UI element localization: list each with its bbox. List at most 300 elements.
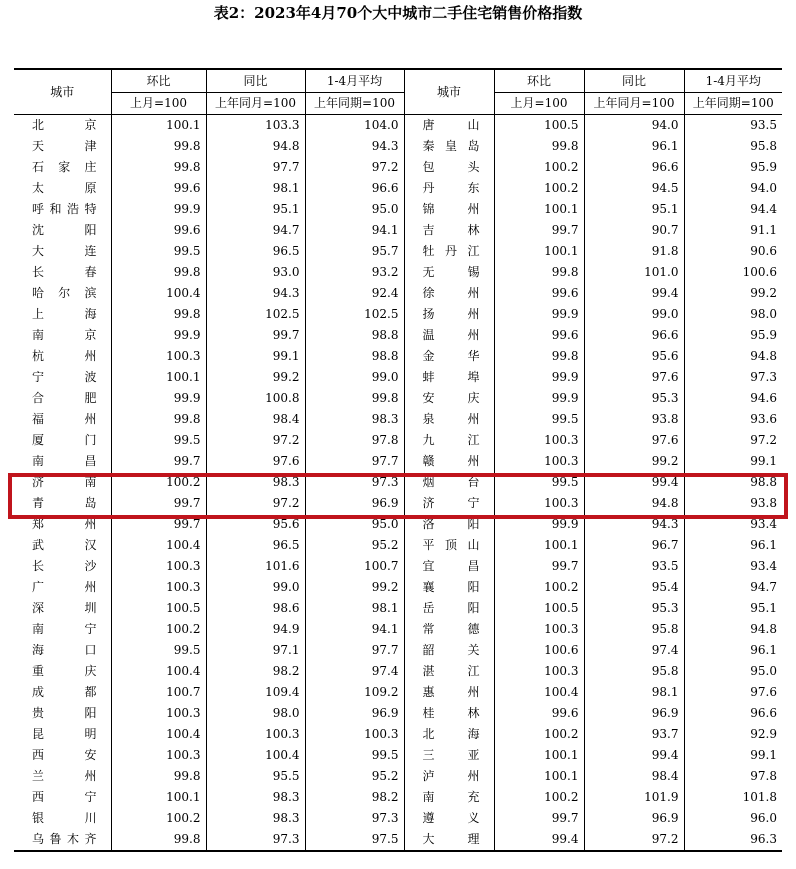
city-right-cell: 泸州 [404, 766, 494, 787]
yoy-right-cell: 96.6 [584, 325, 684, 346]
avg-left-cell: 97.3 [305, 472, 404, 493]
mom-left-cell: 100.2 [111, 619, 206, 640]
mom-right-cell: 100.6 [494, 640, 584, 661]
avg-right-cell: 95.9 [684, 157, 782, 178]
avg-left-cell: 92.4 [305, 283, 404, 304]
city-left-cell: 太原 [32, 181, 97, 195]
city-left-cell: 广州 [32, 580, 97, 594]
city-right-cell: 惠州 [404, 682, 494, 703]
mom-left-cell: 100.3 [111, 346, 206, 367]
yoy-right-cell: 97.6 [584, 430, 684, 451]
table-row [14, 388, 782, 409]
table-row [14, 640, 782, 661]
city-left-cell: 上海 [32, 307, 97, 321]
yoy-left-cell: 97.7 [206, 157, 305, 178]
mom-left-cell: 100.3 [111, 577, 206, 598]
table-row [14, 178, 782, 199]
yoy-left-cell: 102.5 [206, 304, 305, 325]
mom-left-cell: 99.5 [111, 430, 206, 451]
city-right-cell: 济宁 [404, 493, 494, 514]
yoy-left-cell: 97.2 [206, 430, 305, 451]
city-right-cell: 徐州 [404, 283, 494, 304]
yoy-left-cell: 97.3 [206, 829, 305, 851]
mom-left-cell: 99.5 [111, 640, 206, 661]
city-left-cell: 青岛 [32, 496, 97, 510]
table-row [14, 745, 782, 766]
mom-left-cell: 99.7 [111, 514, 206, 535]
yoy-right-cell: 95.1 [584, 199, 684, 220]
city-right-cell: 北海 [404, 724, 494, 745]
city-right-cell: 金华 [404, 346, 494, 367]
header-yoy-sub-right: 上年同月=100 [584, 93, 684, 115]
city-right-cell: 湛江 [404, 661, 494, 682]
yoy-left-cell: 98.3 [206, 472, 305, 493]
city-right-cell: 吉林 [404, 220, 494, 241]
yoy-right-cell: 98.1 [584, 682, 684, 703]
avg-right-cell: 93.4 [684, 556, 782, 577]
avg-right-cell: 95.1 [684, 598, 782, 619]
yoy-right-cell: 94.5 [584, 178, 684, 199]
mom-left-cell: 100.2 [111, 808, 206, 829]
city-right-cell: 烟台 [404, 472, 494, 493]
city-left-cell: 乌鲁木齐 [14, 829, 111, 851]
yoy-right-cell: 98.4 [584, 766, 684, 787]
mom-right-cell: 99.7 [494, 556, 584, 577]
yoy-left-cell: 98.0 [206, 703, 305, 724]
header-mom-right: 环比 [494, 69, 584, 93]
city-right-cell: 岳阳 [404, 598, 494, 619]
city-right-cell: 赣州 [404, 451, 494, 472]
city-right-cell: 三亚 [404, 745, 494, 766]
city-left-cell: 武汉 [32, 538, 97, 552]
avg-right-cell: 100.6 [684, 262, 782, 283]
avg-left-cell: 99.2 [305, 577, 404, 598]
yoy-right-cell: 96.9 [584, 703, 684, 724]
mom-right-cell: 100.3 [494, 493, 584, 514]
city-left-cell: 南昌 [32, 454, 97, 468]
header-avg-sub-right: 上年同期=100 [684, 93, 782, 115]
city-left-cell: 银川 [32, 811, 97, 825]
city-right-cell: 锦州 [404, 199, 494, 220]
yoy-right-cell: 97.6 [584, 367, 684, 388]
mom-right-cell: 99.8 [494, 136, 584, 157]
city-left-cell: 郑州 [32, 517, 97, 531]
city-left-cell: 南宁 [32, 622, 97, 636]
avg-left-cell: 96.9 [305, 703, 404, 724]
city-right-cell: 平顶山 [404, 535, 494, 556]
header-mom-sub-left: 上月=100 [111, 93, 206, 115]
city-left-cell: 宁波 [32, 370, 97, 384]
mom-left-cell: 99.9 [111, 199, 206, 220]
table-row [14, 619, 782, 640]
yoy-right-cell: 95.6 [584, 346, 684, 367]
avg-left-cell: 98.8 [305, 346, 404, 367]
yoy-left-cell: 98.2 [206, 661, 305, 682]
avg-right-cell: 98.0 [684, 304, 782, 325]
mom-left-cell: 99.8 [111, 304, 206, 325]
city-left-cell: 沈阳 [32, 223, 97, 237]
city-left-cell: 成都 [32, 685, 97, 699]
mom-right-cell: 99.4 [494, 829, 584, 851]
table-row [14, 367, 782, 388]
mom-left-cell: 100.1 [111, 115, 206, 137]
city-left-cell: 西宁 [32, 790, 97, 804]
avg-left-cell: 98.8 [305, 325, 404, 346]
yoy-right-cell: 101.9 [584, 787, 684, 808]
yoy-right-cell: 97.2 [584, 829, 684, 851]
city-right-cell: 遵义 [404, 808, 494, 829]
yoy-left-cell: 95.5 [206, 766, 305, 787]
avg-right-cell: 91.1 [684, 220, 782, 241]
avg-left-cell: 98.3 [305, 409, 404, 430]
avg-left-cell: 96.6 [305, 178, 404, 199]
header-avg-sub-left: 上年同期=100 [305, 93, 404, 115]
yoy-right-cell: 94.0 [584, 115, 684, 137]
yoy-left-cell: 96.5 [206, 535, 305, 556]
avg-right-cell: 90.6 [684, 241, 782, 262]
yoy-left-cell: 98.4 [206, 409, 305, 430]
avg-left-cell: 95.0 [305, 199, 404, 220]
city-right-cell: 泉州 [404, 409, 494, 430]
yoy-right-cell: 99.0 [584, 304, 684, 325]
yoy-left-cell: 99.1 [206, 346, 305, 367]
avg-right-cell: 95.9 [684, 325, 782, 346]
yoy-right-cell: 91.8 [584, 241, 684, 262]
city-right-cell: 蚌埠 [404, 367, 494, 388]
header-mom-sub-right: 上月=100 [494, 93, 584, 115]
avg-left-cell: 98.1 [305, 598, 404, 619]
mom-right-cell: 100.1 [494, 535, 584, 556]
yoy-right-cell: 95.4 [584, 577, 684, 598]
yoy-left-cell: 94.9 [206, 619, 305, 640]
avg-right-cell: 96.6 [684, 703, 782, 724]
yoy-left-cell: 100.4 [206, 745, 305, 766]
avg-right-cell: 97.8 [684, 766, 782, 787]
yoy-left-cell: 98.1 [206, 178, 305, 199]
city-left-cell: 长春 [32, 265, 97, 279]
mom-right-cell: 100.3 [494, 451, 584, 472]
avg-right-cell: 99.1 [684, 745, 782, 766]
avg-left-cell: 97.7 [305, 451, 404, 472]
avg-left-cell: 99.0 [305, 367, 404, 388]
table-row [14, 409, 782, 430]
yoy-right-cell: 97.4 [584, 640, 684, 661]
yoy-left-cell: 109.4 [206, 682, 305, 703]
mom-right-cell: 100.1 [494, 745, 584, 766]
table-body [14, 115, 782, 852]
avg-left-cell: 94.1 [305, 619, 404, 640]
yoy-left-cell: 96.5 [206, 241, 305, 262]
mom-left-cell: 99.6 [111, 178, 206, 199]
avg-left-cell: 95.2 [305, 766, 404, 787]
city-right-cell: 九江 [404, 430, 494, 451]
table-row [14, 787, 782, 808]
mom-right-cell: 100.5 [494, 598, 584, 619]
avg-right-cell: 94.0 [684, 178, 782, 199]
header-avg-right: 1-4月平均 [684, 69, 782, 93]
city-left-cell: 北京 [32, 118, 97, 132]
city-left-cell: 大连 [32, 244, 97, 258]
table-row [14, 451, 782, 472]
avg-right-cell: 93.8 [684, 493, 782, 514]
yoy-left-cell: 98.6 [206, 598, 305, 619]
avg-left-cell: 97.3 [305, 808, 404, 829]
yoy-right-cell: 96.6 [584, 157, 684, 178]
avg-left-cell: 99.8 [305, 388, 404, 409]
city-right-cell: 唐山 [404, 115, 494, 137]
table-row [14, 262, 782, 283]
yoy-right-cell: 101.0 [584, 262, 684, 283]
mom-left-cell: 100.3 [111, 556, 206, 577]
yoy-left-cell: 100.8 [206, 388, 305, 409]
avg-right-cell: 93.4 [684, 514, 782, 535]
table-row [14, 325, 782, 346]
mom-right-cell: 99.9 [494, 388, 584, 409]
mom-left-cell: 99.7 [111, 493, 206, 514]
avg-left-cell: 100.7 [305, 556, 404, 577]
yoy-right-cell: 93.5 [584, 556, 684, 577]
avg-right-cell: 95.0 [684, 661, 782, 682]
avg-left-cell: 99.5 [305, 745, 404, 766]
avg-right-cell: 99.2 [684, 283, 782, 304]
mom-left-cell: 100.7 [111, 682, 206, 703]
header-avg-left: 1-4月平均 [305, 69, 404, 93]
mom-left-cell: 99.9 [111, 325, 206, 346]
avg-right-cell: 97.6 [684, 682, 782, 703]
table-row [14, 157, 782, 178]
mom-left-cell: 99.5 [111, 241, 206, 262]
mom-right-cell: 100.2 [494, 178, 584, 199]
yoy-right-cell: 95.3 [584, 388, 684, 409]
avg-right-cell: 96.0 [684, 808, 782, 829]
city-right-cell: 牡丹江 [404, 241, 494, 262]
city-left-cell: 济南 [32, 475, 97, 489]
avg-left-cell: 104.0 [305, 115, 404, 137]
city-left-cell: 昆明 [32, 727, 97, 741]
avg-left-cell: 100.3 [305, 724, 404, 745]
mom-left-cell: 100.2 [111, 472, 206, 493]
city-left-cell: 南京 [32, 328, 97, 342]
avg-right-cell: 99.1 [684, 451, 782, 472]
avg-left-cell: 94.1 [305, 220, 404, 241]
yoy-right-cell: 99.4 [584, 472, 684, 493]
table-row [14, 472, 782, 493]
avg-left-cell: 97.5 [305, 829, 404, 851]
city-left-cell: 贵阳 [32, 706, 97, 720]
city-left-cell: 呼和浩特 [32, 202, 97, 216]
table-row [14, 682, 782, 703]
yoy-left-cell: 93.0 [206, 262, 305, 283]
mom-right-cell: 100.3 [494, 661, 584, 682]
mom-right-cell: 100.4 [494, 682, 584, 703]
yoy-left-cell: 94.7 [206, 220, 305, 241]
avg-right-cell: 94.8 [684, 619, 782, 640]
yoy-right-cell: 94.8 [584, 493, 684, 514]
yoy-right-cell: 99.4 [584, 745, 684, 766]
yoy-right-cell: 93.7 [584, 724, 684, 745]
header-yoy-left: 同比 [206, 69, 305, 93]
yoy-left-cell: 97.6 [206, 451, 305, 472]
avg-right-cell: 95.8 [684, 136, 782, 157]
mom-right-cell: 100.5 [494, 115, 584, 137]
table-row [14, 430, 782, 451]
city-left-cell: 兰州 [32, 769, 97, 783]
mom-left-cell: 100.4 [111, 535, 206, 556]
yoy-right-cell: 95.8 [584, 661, 684, 682]
mom-right-cell: 100.3 [494, 430, 584, 451]
table-row [14, 766, 782, 787]
mom-right-cell: 99.7 [494, 220, 584, 241]
mom-left-cell: 100.5 [111, 598, 206, 619]
avg-left-cell: 93.2 [305, 262, 404, 283]
mom-left-cell: 100.4 [111, 724, 206, 745]
yoy-left-cell: 98.3 [206, 787, 305, 808]
yoy-right-cell: 95.8 [584, 619, 684, 640]
yoy-left-cell: 100.3 [206, 724, 305, 745]
mom-left-cell: 99.8 [111, 136, 206, 157]
header-city-right: 城市 [404, 69, 494, 115]
table-row [14, 577, 782, 598]
mom-left-cell: 99.8 [111, 409, 206, 430]
yoy-left-cell: 95.6 [206, 514, 305, 535]
table-row [14, 535, 782, 556]
yoy-right-cell: 94.3 [584, 514, 684, 535]
mom-right-cell: 100.1 [494, 199, 584, 220]
avg-right-cell: 94.6 [684, 388, 782, 409]
mom-right-cell: 99.5 [494, 409, 584, 430]
mom-right-cell: 100.2 [494, 577, 584, 598]
mom-left-cell: 100.1 [111, 787, 206, 808]
mom-right-cell: 99.5 [494, 472, 584, 493]
city-left-cell: 哈尔滨 [32, 286, 97, 300]
city-right-cell: 韶关 [404, 640, 494, 661]
mom-left-cell: 99.8 [111, 766, 206, 787]
table-title: 表2：2023年4月70个大中城市二手住宅销售价格指数 [213, 4, 583, 22]
avg-left-cell: 97.2 [305, 157, 404, 178]
city-right-cell: 扬州 [404, 304, 494, 325]
yoy-right-cell: 99.4 [584, 283, 684, 304]
table-row [14, 829, 782, 851]
header-mom-left: 环比 [111, 69, 206, 93]
mom-left-cell: 99.7 [111, 451, 206, 472]
table-row [14, 115, 782, 137]
avg-left-cell: 95.7 [305, 241, 404, 262]
table-row [14, 136, 782, 157]
mom-left-cell: 99.8 [111, 262, 206, 283]
avg-left-cell: 95.2 [305, 535, 404, 556]
avg-left-cell: 95.0 [305, 514, 404, 535]
avg-left-cell: 97.8 [305, 430, 404, 451]
mom-right-cell: 99.6 [494, 283, 584, 304]
city-right-cell: 洛阳 [404, 514, 494, 535]
city-right-cell: 丹东 [404, 178, 494, 199]
mom-right-cell: 100.2 [494, 157, 584, 178]
table-row [14, 304, 782, 325]
avg-right-cell: 96.1 [684, 640, 782, 661]
mom-left-cell: 100.4 [111, 283, 206, 304]
city-right-cell: 无锡 [404, 262, 494, 283]
yoy-right-cell: 95.3 [584, 598, 684, 619]
city-right-cell: 桂林 [404, 703, 494, 724]
yoy-left-cell: 99.7 [206, 325, 305, 346]
avg-right-cell: 97.3 [684, 367, 782, 388]
city-right-cell: 常德 [404, 619, 494, 640]
yoy-left-cell: 99.2 [206, 367, 305, 388]
mom-left-cell: 99.8 [111, 829, 206, 851]
avg-left-cell: 109.2 [305, 682, 404, 703]
city-right-cell: 温州 [404, 325, 494, 346]
header-yoy-sub-left: 上年同月=100 [206, 93, 305, 115]
avg-left-cell: 94.3 [305, 136, 404, 157]
table-row [14, 556, 782, 577]
mom-right-cell: 99.9 [494, 514, 584, 535]
mom-left-cell: 99.8 [111, 157, 206, 178]
avg-left-cell: 98.2 [305, 787, 404, 808]
avg-left-cell: 96.9 [305, 493, 404, 514]
yoy-left-cell: 101.6 [206, 556, 305, 577]
mom-right-cell: 99.6 [494, 703, 584, 724]
table-row [14, 283, 782, 304]
mom-right-cell: 99.7 [494, 808, 584, 829]
city-left-cell: 天津 [32, 139, 97, 153]
mom-right-cell: 99.8 [494, 346, 584, 367]
city-right-cell: 宜昌 [404, 556, 494, 577]
mom-right-cell: 99.9 [494, 367, 584, 388]
table-row [14, 598, 782, 619]
avg-right-cell: 98.8 [684, 472, 782, 493]
avg-right-cell: 96.3 [684, 829, 782, 851]
avg-right-cell: 96.1 [684, 535, 782, 556]
yoy-left-cell: 94.3 [206, 283, 305, 304]
city-left-cell: 重庆 [32, 664, 97, 678]
city-left-cell: 石家庄 [32, 160, 97, 174]
price-index-table [14, 68, 782, 852]
city-left-cell: 杭州 [32, 349, 97, 363]
avg-right-cell: 101.8 [684, 787, 782, 808]
yoy-right-cell: 96.7 [584, 535, 684, 556]
table-row [14, 808, 782, 829]
avg-right-cell: 93.5 [684, 115, 782, 137]
mom-right-cell: 100.1 [494, 766, 584, 787]
avg-right-cell: 94.7 [684, 577, 782, 598]
yoy-left-cell: 97.2 [206, 493, 305, 514]
table-row [14, 724, 782, 745]
city-right-cell: 襄阳 [404, 577, 494, 598]
yoy-right-cell: 90.7 [584, 220, 684, 241]
table-row [14, 493, 782, 514]
yoy-left-cell: 99.0 [206, 577, 305, 598]
city-left-cell: 厦门 [32, 433, 97, 447]
mom-right-cell: 100.2 [494, 724, 584, 745]
city-left-cell: 长沙 [32, 559, 97, 573]
mom-right-cell: 100.3 [494, 619, 584, 640]
table-row [14, 703, 782, 724]
avg-left-cell: 97.4 [305, 661, 404, 682]
table-row [14, 346, 782, 367]
avg-right-cell: 93.6 [684, 409, 782, 430]
city-right-cell: 包头 [404, 157, 494, 178]
avg-right-cell: 94.4 [684, 199, 782, 220]
city-left-cell: 合肥 [32, 391, 97, 405]
city-right-cell: 南充 [404, 787, 494, 808]
city-right-cell: 大理 [404, 829, 494, 851]
table-row [14, 199, 782, 220]
city-right-cell: 安庆 [404, 388, 494, 409]
yoy-right-cell: 96.9 [584, 808, 684, 829]
yoy-right-cell: 99.2 [584, 451, 684, 472]
table-row [14, 661, 782, 682]
mom-left-cell: 100.1 [111, 367, 206, 388]
